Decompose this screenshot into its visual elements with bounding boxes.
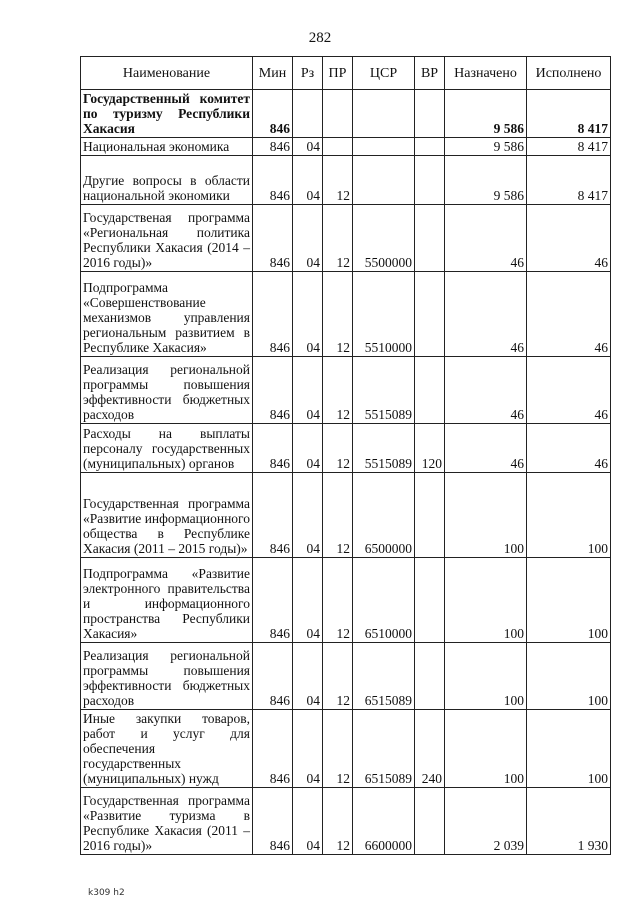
row-vr: [415, 788, 445, 855]
row-name: Подпрограмма «Развитие электронного правительства и информационного пространства Республики Хакасия»: [81, 558, 253, 643]
row-pr: 12: [323, 424, 353, 473]
row-vr: [415, 643, 445, 710]
row-rz: 04: [293, 424, 323, 473]
row-csr: 5500000: [353, 205, 415, 272]
row-rz: 04: [293, 357, 323, 424]
row-executed: 46: [527, 205, 611, 272]
footer-code: k309 h2: [88, 888, 125, 898]
row-min: 846: [253, 710, 293, 788]
row-min: 846: [253, 558, 293, 643]
row-rz: 04: [293, 272, 323, 357]
row-rz: 04: [293, 558, 323, 643]
row-vr: 240: [415, 710, 445, 788]
table-row: [81, 788, 611, 855]
row-executed: 8 417: [527, 138, 611, 156]
row-min: 846: [253, 156, 293, 205]
row-pr: 12: [323, 710, 353, 788]
row-vr: 120: [415, 424, 445, 473]
row-assigned: 100: [445, 558, 527, 643]
row-rz: 04: [293, 643, 323, 710]
row-pr: 12: [323, 272, 353, 357]
row-csr: [353, 156, 415, 205]
row-assigned: 100: [445, 473, 527, 558]
table-row: [81, 473, 611, 558]
row-rz: 04: [293, 788, 323, 855]
table-row: [81, 156, 611, 205]
header-assigned: Назначено: [445, 57, 527, 90]
row-csr: 5515089: [353, 357, 415, 424]
row-assigned: 9 586: [445, 156, 527, 205]
row-name: Национальная экономика: [81, 138, 253, 156]
table-row: [81, 424, 611, 473]
row-executed: 1 930: [527, 788, 611, 855]
row-name: Реализация региональной программы повышения эффективности бюджетных расходов: [81, 357, 253, 424]
table-row: [81, 90, 611, 138]
header-min: Мин: [253, 57, 293, 90]
row-assigned: 9 586: [445, 138, 527, 156]
row-executed: 46: [527, 424, 611, 473]
row-vr: [415, 473, 445, 558]
header-vr: ВР: [415, 57, 445, 90]
row-vr: [415, 558, 445, 643]
row-name: Государственная программа «Развитие туризма в Республике Хакасия (2011 – 2016 годы)»: [81, 788, 253, 855]
row-name: Подпрограмма «Совершенствование механизмов управления региональным развитием в Республике Хакасия»: [81, 272, 253, 357]
row-csr: 6515089: [353, 710, 415, 788]
table-row: [81, 710, 611, 788]
row-vr: [415, 272, 445, 357]
row-pr: 12: [323, 643, 353, 710]
row-min: 846: [253, 90, 293, 138]
row-name: Расходы на выплаты персоналу государственных (муниципальных) органов: [81, 424, 253, 473]
row-min: 846: [253, 473, 293, 558]
row-rz: 04: [293, 156, 323, 205]
row-name: Другие вопросы в области национальной экономики: [81, 156, 253, 205]
row-rz: 04: [293, 710, 323, 788]
row-assigned: 100: [445, 710, 527, 788]
row-pr: [323, 90, 353, 138]
table-row: [81, 272, 611, 357]
row-vr: [415, 205, 445, 272]
row-assigned: 46: [445, 272, 527, 357]
row-pr: [323, 138, 353, 156]
row-pr: 12: [323, 156, 353, 205]
budget-table: [80, 56, 611, 855]
row-executed: 46: [527, 272, 611, 357]
row-csr: 6515089: [353, 643, 415, 710]
row-name: Государственная программа «Развитие информационного общества в Республике Хакасия (2011 – 2015 годы)»: [81, 473, 253, 558]
row-min: 846: [253, 272, 293, 357]
row-rz: 04: [293, 138, 323, 156]
row-min: 846: [253, 357, 293, 424]
row-csr: [353, 138, 415, 156]
row-pr: 12: [323, 558, 353, 643]
row-assigned: 46: [445, 424, 527, 473]
header-name: Наименование: [81, 57, 253, 90]
row-assigned: 9 586: [445, 90, 527, 138]
table-row: [81, 558, 611, 643]
table-header-row: [81, 57, 611, 90]
row-vr: [415, 138, 445, 156]
row-rz: 04: [293, 205, 323, 272]
row-pr: 12: [323, 788, 353, 855]
header-rz: Рз: [293, 57, 323, 90]
row-name: Государственный комитет по туризму Республики Хакасия: [81, 90, 253, 138]
row-rz: 04: [293, 473, 323, 558]
table-row: [81, 138, 611, 156]
row-executed: 100: [527, 643, 611, 710]
row-csr: 6510000: [353, 558, 415, 643]
table-row: [81, 357, 611, 424]
row-executed: 100: [527, 558, 611, 643]
row-csr: 5510000: [353, 272, 415, 357]
row-assigned: 46: [445, 357, 527, 424]
header-pr: ПР: [323, 57, 353, 90]
page-number: 282: [308, 30, 332, 46]
row-pr: 12: [323, 473, 353, 558]
row-min: 846: [253, 138, 293, 156]
header-csr: ЦСР: [353, 57, 415, 90]
row-csr: [353, 90, 415, 138]
row-csr: 6500000: [353, 473, 415, 558]
row-min: 846: [253, 788, 293, 855]
row-pr: 12: [323, 357, 353, 424]
row-assigned: 2 039: [445, 788, 527, 855]
row-min: 846: [253, 205, 293, 272]
row-executed: 100: [527, 710, 611, 788]
row-csr: 6600000: [353, 788, 415, 855]
row-assigned: 46: [445, 205, 527, 272]
row-pr: 12: [323, 205, 353, 272]
row-name: Государственая программа «Региональная политика Республики Хакасия (2014 – 2016 годы)»: [81, 205, 253, 272]
row-executed: 8 417: [527, 90, 611, 138]
row-vr: [415, 90, 445, 138]
row-executed: 46: [527, 357, 611, 424]
row-rz: [293, 90, 323, 138]
row-min: 846: [253, 643, 293, 710]
table-row: [81, 643, 611, 710]
row-vr: [415, 357, 445, 424]
row-vr: [415, 156, 445, 205]
row-name: Реализация региональной программы повышения эффективности бюджетных расходов: [81, 643, 253, 710]
row-csr: 5515089: [353, 424, 415, 473]
row-assigned: 100: [445, 643, 527, 710]
row-min: 846: [253, 424, 293, 473]
row-name: Иные закупки товаров, работ и услуг для обеспечения государственных (муниципальных) нужд: [81, 710, 253, 788]
row-executed: 100: [527, 473, 611, 558]
row-executed: 8 417: [527, 156, 611, 205]
header-executed: Исполнено: [527, 57, 611, 90]
table-row: [81, 205, 611, 272]
